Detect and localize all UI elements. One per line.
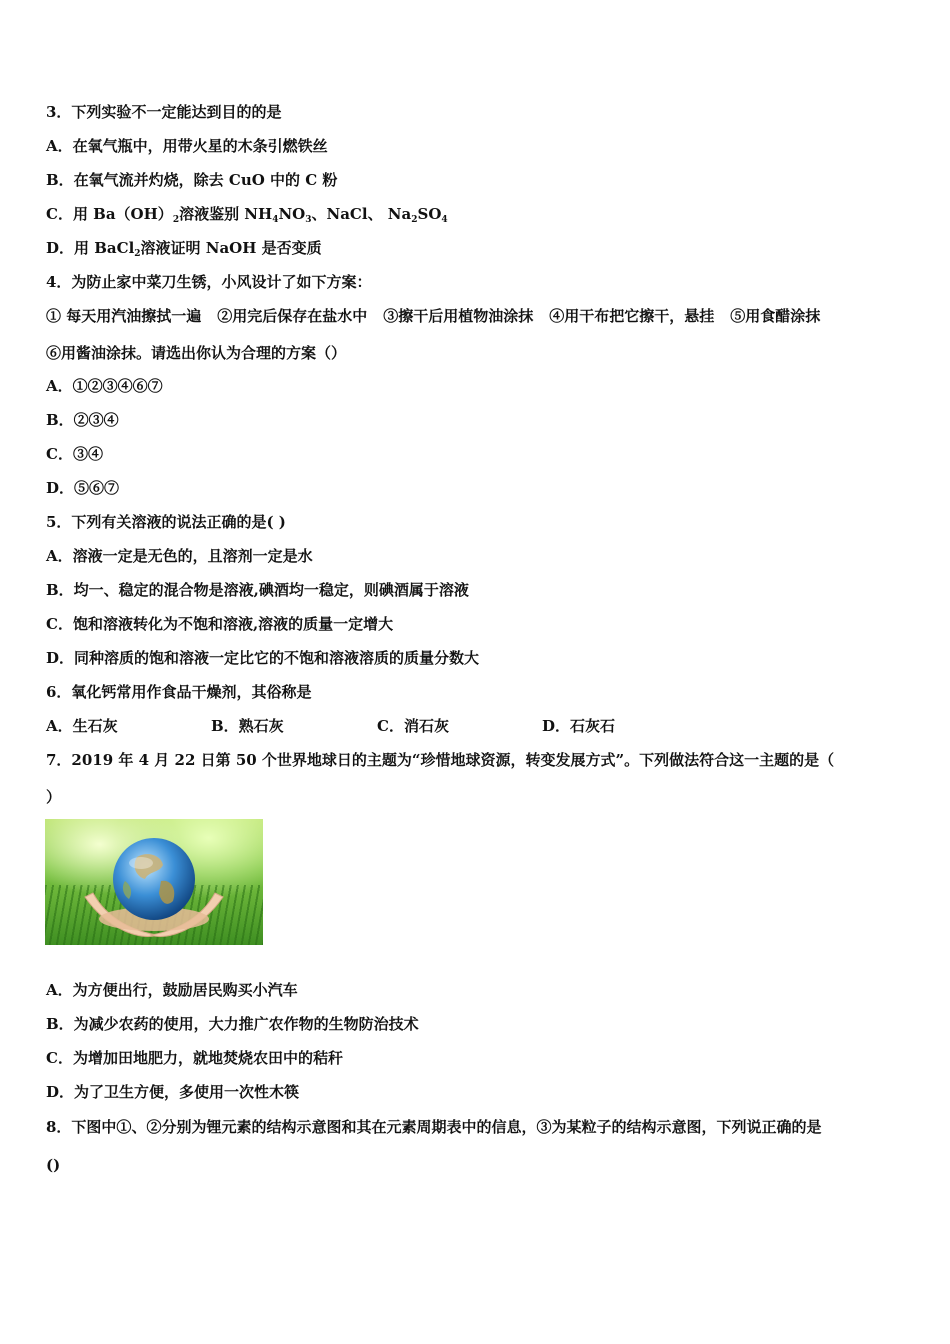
q3-option-d: D．用 BaCl$_2$溶液证明 NaOH 是否变质 <box>46 239 322 259</box>
q8-stem: 8．下图中①、②分别为锂元素的结构示意图和其在元素周期表中的信息，③为某粒子的结构示意图，下列说正确的是 <box>46 1118 822 1136</box>
q4-stem-end: ⑥用酱油涂抹。请选出你认为合理的方案（） <box>46 344 347 362</box>
earth-in-hands-image <box>45 819 263 945</box>
q4-scheme-1: ① 每天用汽油擦拭一遍 <box>46 307 202 325</box>
q4-stem: 4．为防止家中菜刀生锈，小风设计了如下方案： <box>46 273 372 291</box>
q4-scheme-5: ⑤用食醋涂抹 <box>730 307 821 325</box>
q6-option-d: D．石灰石 <box>542 717 616 735</box>
q6-stem: 6．氧化钙常用作食品干燥剂，其俗称是 <box>46 683 312 701</box>
q7-option-b: B．为减少农药的使用，大力推广农作物的生物防治技术 <box>46 1015 419 1033</box>
q4-scheme-4: ④用干布把它擦干，悬挂 <box>549 307 715 325</box>
q3-option-b: B．在氧气流并灼烧，除去 CuO 中的 C 粉 <box>46 171 338 189</box>
q7-stem: 7．2019 年 4 月 22 日第 50 个世界地球日的主题为“珍惜地球资源，转变发展方式”。下列做法符合这一主题的是（ <box>46 751 835 769</box>
q6-option-b: B．熟石灰 <box>211 717 284 735</box>
q8-stem-end: () <box>46 1156 61 1174</box>
q3-option-c: C．用 $Ba(OH)_2$溶液鉴别 $NH_4NO_3$、NaCl、 $Na_2SO_4$ <box>46 205 448 225</box>
q4-schemes <box>46 306 820 326</box>
q7-stem-end: ） <box>46 788 62 806</box>
q7-option-d: D．为了卫生方便，多使用一次性木筷 <box>46 1083 300 1101</box>
q4-option-a: A．①②③④⑥⑦ <box>46 377 163 395</box>
q4-scheme-3: ③擦干后用植物油涂抹 <box>383 307 534 325</box>
q6-option-c: C．消石灰 <box>377 717 449 735</box>
q5-option-d: D．同种溶质的饱和溶液一定比它的不饱和溶液溶质的质量分数大 <box>46 649 480 667</box>
q4-option-c: C．③④ <box>46 445 103 463</box>
q5-stem: 5．下列有关溶液的说法正确的是( ) <box>46 513 286 531</box>
q4-option-d: D．⑤⑥⑦ <box>46 479 120 497</box>
q5-option-a: A．溶液一定是无色的，且溶剂一定是水 <box>46 547 313 565</box>
q6-option-a: A．生石灰 <box>46 717 118 735</box>
q6-options <box>46 716 646 736</box>
q7-option-c: C．为增加田地肥力，就地焚烧农田中的秸秆 <box>46 1049 343 1067</box>
q5-option-c: C．饱和溶液转化为不饱和溶液,溶液的质量一定增大 <box>46 615 394 633</box>
q7-option-a: A．为方便出行，鼓励居民购买小汽车 <box>46 981 298 999</box>
q4-scheme-2: ②用完后保存在盐水中 <box>217 307 368 325</box>
q3-stem: 3．下列实验不一定能达到目的的是 <box>46 103 282 121</box>
q4-option-b: B．②③④ <box>46 411 119 429</box>
q5-option-b: B．均一、稳定的混合物是溶液,碘酒均一稳定，则碘酒属于溶液 <box>46 581 469 599</box>
q3-option-a: A．在氧气瓶中，用带火星的木条引燃铁丝 <box>46 137 328 155</box>
